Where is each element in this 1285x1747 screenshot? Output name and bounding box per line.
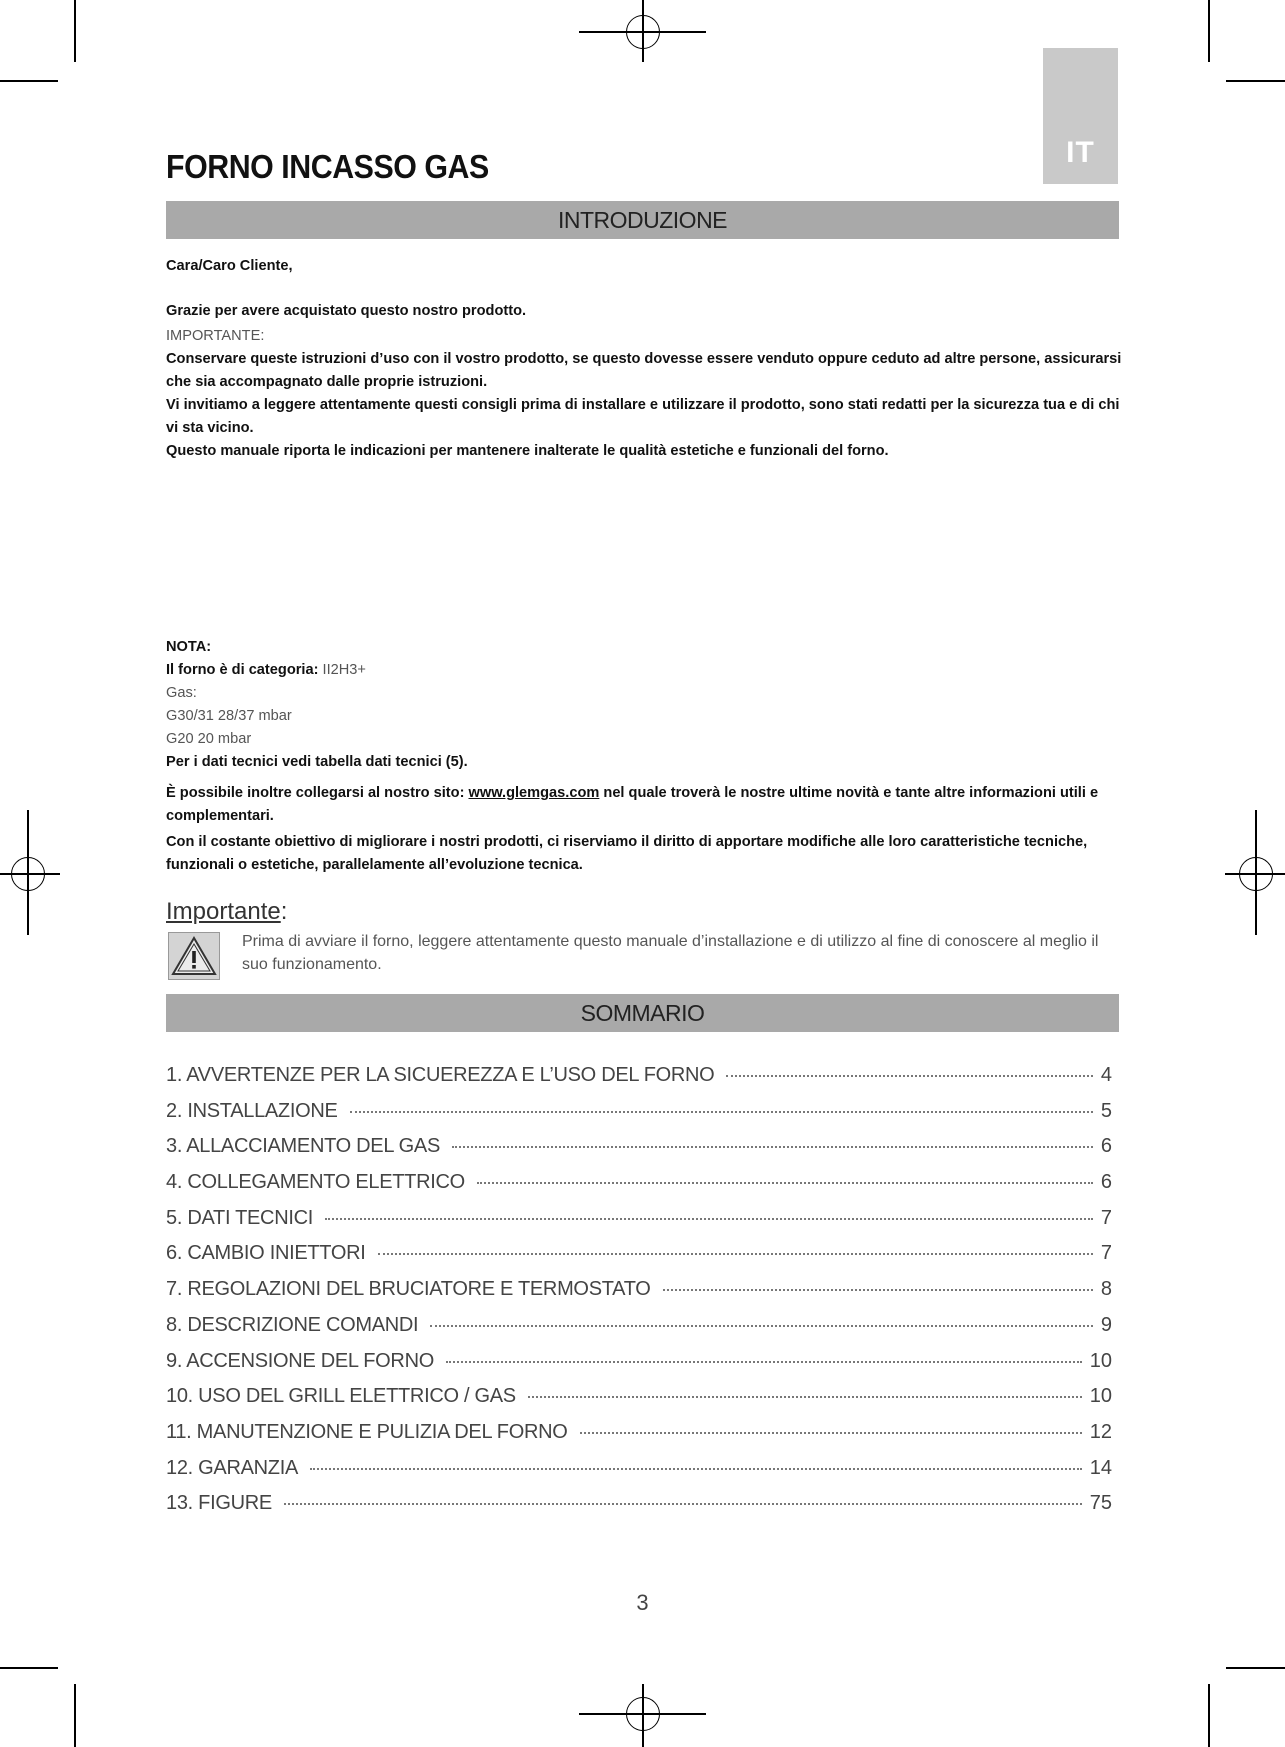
toc-page: 4 bbox=[1100, 1064, 1112, 1086]
toc-item[interactable] bbox=[166, 1064, 1112, 1100]
toc-page: 12 bbox=[1089, 1420, 1112, 1443]
toc-label: 7. REGOLAZIONI DEL BRUCIATORE E TERMOSTATO bbox=[166, 1278, 651, 1301]
warning-triangle-icon bbox=[168, 932, 220, 980]
toc-page: 6 bbox=[1100, 1135, 1112, 1158]
registration-circle bbox=[626, 1697, 660, 1731]
toc-leader bbox=[284, 1503, 1082, 1505]
intro-paragraph-3: Questo manuale riporta le indicazioni per mantenere inalterate le qualità estetiche e funzionali del forno. bbox=[166, 443, 889, 459]
toc-leader bbox=[378, 1253, 1093, 1255]
improvement-paragraph: Con il costante obiettivo di migliorare i nostri prodotti, ci riserviamo il diritto di apportare modifiche alle loro caratteristiche tecniche, funzionali o estetiche, parallelamente all’evoluzione tecnica. bbox=[166, 834, 1088, 873]
toc-page: 7 bbox=[1100, 1206, 1112, 1229]
website-paragraph bbox=[166, 782, 1122, 828]
importante-heading: Importante: bbox=[166, 898, 288, 925]
toc-leader bbox=[430, 1325, 1093, 1327]
toc-item[interactable] bbox=[166, 1314, 1112, 1350]
website-link[interactable]: www.glemgas.com bbox=[468, 785, 600, 801]
tech-data-note: Per i dati tecnici vedi tabella dati tecnici (5). bbox=[166, 754, 468, 770]
toc-leader bbox=[580, 1432, 1082, 1434]
intro-paragraph-2: Vi invitiamo a leggere attentamente questi consigli prima di installare e utilizzare il prodotto, sono stati redatti per la sicurezza tua e di chi vi sta vicino. bbox=[166, 397, 1120, 436]
crop-mark bbox=[74, 1684, 76, 1747]
toc-leader bbox=[477, 1182, 1093, 1184]
section-header-sommario: SOMMARIO bbox=[166, 994, 1119, 1032]
toc-leader bbox=[350, 1111, 1093, 1113]
toc-leader bbox=[663, 1289, 1093, 1291]
registration-circle bbox=[1239, 857, 1273, 891]
toc-leader bbox=[452, 1146, 1093, 1148]
website-text-before: È possibile inoltre collegarsi al nostro sito: bbox=[166, 785, 465, 801]
crop-mark bbox=[1226, 80, 1285, 82]
gas-label: Gas: bbox=[166, 685, 197, 701]
toc-page: 7 bbox=[1100, 1242, 1112, 1265]
page-title: FORNO INCASSO GAS bbox=[166, 148, 489, 185]
toc-page: 10 bbox=[1089, 1385, 1112, 1408]
toc-leader bbox=[726, 1075, 1092, 1077]
intro-paragraph-1: Conservare queste istruzioni d’uso con il vostro prodotto, se questo dovesse essere venduto oppure ceduto ad altre persone, assicurarsi che sia accompagnato dalle proprie istruzioni. bbox=[166, 351, 1122, 390]
category-value: II2H3+ bbox=[322, 662, 366, 678]
toc-label: 10. USO DEL GRILL ELETTRICO / GAS bbox=[166, 1385, 516, 1408]
section-header-introduzione: INTRODUZIONE bbox=[166, 201, 1119, 239]
toc-label: 9. ACCENSIONE DEL FORNO bbox=[166, 1349, 434, 1372]
category-line bbox=[166, 659, 1122, 682]
important-label: IMPORTANTE: bbox=[166, 328, 265, 344]
category-label: Il forno è di categoria: bbox=[166, 662, 319, 678]
importante-text: Prima di avviare il forno, leggere attentamente questo manuale d’installazione e di utilizzo al fine di conoscere al meglio il suo funzionamento. bbox=[242, 933, 1099, 973]
registration-circle bbox=[11, 857, 45, 891]
toc-label: 12. GARANZIA bbox=[166, 1456, 298, 1479]
toc-item[interactable] bbox=[166, 1350, 1112, 1386]
toc-label: 13. FIGURE bbox=[166, 1492, 272, 1515]
crop-mark bbox=[1208, 1684, 1210, 1747]
toc-page: 9 bbox=[1100, 1313, 1112, 1336]
toc-item[interactable] bbox=[166, 1100, 1112, 1136]
page-number: 3 bbox=[636, 1590, 649, 1615]
toc-label: 8. DESCRIZIONE COMANDI bbox=[166, 1313, 419, 1336]
toc-item[interactable] bbox=[166, 1385, 1112, 1421]
toc-label: 6. CAMBIO INIETTORI bbox=[166, 1242, 366, 1265]
toc-label: 1. AVVERTENZE PER LA SICUEREZZA E L’USO DEL FORNO bbox=[166, 1064, 715, 1086]
toc-page: 75 bbox=[1089, 1492, 1112, 1515]
table-of-contents bbox=[166, 1064, 1112, 1528]
toc-label: 5. DATI TECNICI bbox=[166, 1206, 314, 1229]
toc-item[interactable] bbox=[166, 1492, 1112, 1528]
toc-item[interactable] bbox=[166, 1457, 1112, 1493]
crop-mark bbox=[1208, 0, 1210, 62]
registration-circle bbox=[626, 15, 660, 49]
toc-item[interactable] bbox=[166, 1171, 1112, 1207]
toc-label: 3. ALLACCIAMENTO DEL GAS bbox=[166, 1135, 441, 1158]
toc-item[interactable] bbox=[166, 1421, 1112, 1457]
nota-label: NOTA: bbox=[166, 639, 212, 655]
toc-label: 2. INSTALLAZIONE bbox=[166, 1099, 338, 1122]
thanks-text: Grazie per avere acquistato questo nostro prodotto. bbox=[166, 303, 527, 319]
toc-label: 11. MANUTENZIONE E PULIZIA DEL FORNO bbox=[166, 1420, 568, 1443]
gas-line-2: G20 20 mbar bbox=[166, 731, 252, 747]
greeting: Cara/Caro Cliente, bbox=[166, 258, 293, 274]
website-text-after: nel quale troverà le nostre ultime novità e tante altre informazioni utili e complementari. bbox=[166, 785, 1099, 824]
toc-item[interactable] bbox=[166, 1135, 1112, 1171]
toc-leader bbox=[310, 1468, 1082, 1470]
toc-item[interactable] bbox=[166, 1207, 1112, 1243]
toc-item[interactable] bbox=[166, 1278, 1112, 1314]
crop-mark bbox=[0, 1667, 58, 1669]
language-tab: IT bbox=[1043, 48, 1118, 184]
toc-page: 6 bbox=[1100, 1171, 1112, 1194]
toc-leader bbox=[446, 1361, 1082, 1363]
crop-mark bbox=[1226, 1667, 1285, 1669]
crop-mark bbox=[74, 0, 76, 62]
gas-line-1: G30/31 28/37 mbar bbox=[166, 708, 292, 724]
crop-mark bbox=[0, 80, 58, 82]
toc-item[interactable] bbox=[166, 1242, 1112, 1278]
toc-page: 8 bbox=[1100, 1278, 1112, 1301]
toc-label: 4. COLLEGAMENTO ELETTRICO bbox=[166, 1171, 465, 1194]
toc-leader bbox=[528, 1396, 1082, 1398]
toc-page: 5 bbox=[1100, 1099, 1112, 1122]
toc-page: 14 bbox=[1089, 1456, 1112, 1479]
toc-page: 10 bbox=[1089, 1349, 1112, 1372]
toc-leader bbox=[325, 1218, 1093, 1220]
